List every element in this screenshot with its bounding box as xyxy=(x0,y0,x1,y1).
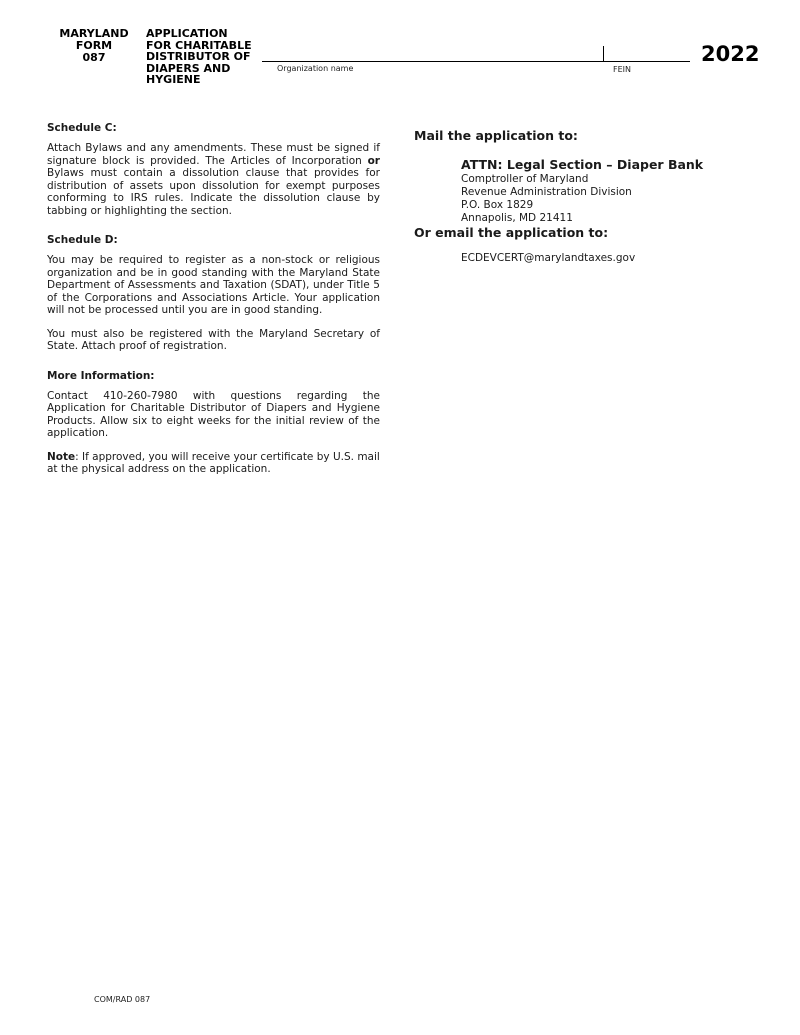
note-label: Note xyxy=(47,450,76,463)
form-id-line: MARYLAND xyxy=(59,27,129,40)
note-text: : If approved, you will receive your certificate by U.S. mail at the physical address on the application. xyxy=(47,450,380,475)
schedule-d-heading: Schedule D: xyxy=(47,234,118,246)
schedule-c-text-part: Attach Bylaws and any amendments. These must be signed if signature block is provided. The Articles of Incorporation xyxy=(47,142,380,167)
form-title-line: APPLICATION xyxy=(146,27,228,40)
form-title-line: HYGIENE xyxy=(146,73,201,86)
mailing-column xyxy=(414,128,754,265)
form-id-line: FORM xyxy=(75,39,113,52)
fein-label: FEIN xyxy=(613,65,631,74)
mail-heading: Mail the application to: xyxy=(414,128,578,143)
form-code-footer: COM/RAD 087 xyxy=(94,995,151,1004)
mailing-address xyxy=(461,157,754,225)
organization-name-label: Organization name xyxy=(277,64,354,73)
schedule-c-text xyxy=(47,142,380,217)
form-title xyxy=(146,28,261,86)
schedule-d-paragraph: You may be required to register as a non-stock or religious organization and be in good standing with the Maryland State Department of Assessments and Taxation (SDAT), under Title 5 of the Corporations and Associations Article. Your application will not be processed until you are in good standing. xyxy=(47,254,380,316)
form-title-line: DISTRIBUTOR OF xyxy=(146,50,251,63)
form-title-line: FOR CHARITABLE xyxy=(146,38,252,52)
email-heading: Or email the application to: xyxy=(414,225,609,240)
address-line: Revenue Administration Division xyxy=(461,186,632,198)
attn-line: ATTN: Legal Section – Diaper Bank xyxy=(461,157,704,172)
schedule-c-text-part: Bylaws must contain a dissolution clause that provides for distribution of assets upon dissolution for exempt purposes conforming to IRS rules. Indicate the dissolution clause by tabbing or highlighting the section. xyxy=(47,167,380,217)
field-divider xyxy=(603,46,604,61)
address-line: Comptroller of Maryland xyxy=(461,173,589,185)
schedule-c-heading: Schedule C: xyxy=(47,122,117,134)
instructions-column xyxy=(47,122,380,487)
email-address: ECDEVCERT@marylandtaxes.gov xyxy=(461,252,636,264)
form-title-line: DIAPERS AND xyxy=(146,61,231,75)
form-year: 2022 xyxy=(701,42,760,66)
more-information-heading: More Information: xyxy=(47,369,155,382)
form-id-line: 087 xyxy=(82,51,106,64)
schedule-c-text-bold: or xyxy=(367,154,380,167)
fein-field[interactable] xyxy=(604,61,690,62)
more-information-paragraph: Contact 410-260-7980 with questions regarding the Application for Charitable Distributor of Diapers and Hygiene Products. Allow six to eight weeks for the initial review of the application. xyxy=(47,389,380,439)
organization-name-field[interactable] xyxy=(262,61,604,62)
form-id xyxy=(58,28,130,64)
note-paragraph xyxy=(47,451,380,476)
schedule-d-paragraph: You must also be registered with the Maryland Secretary of State. Attach proof of registration. xyxy=(47,327,380,352)
address-line: P.O. Box 1829 xyxy=(461,199,534,211)
address-line: Annapolis, MD 21411 xyxy=(461,212,573,224)
